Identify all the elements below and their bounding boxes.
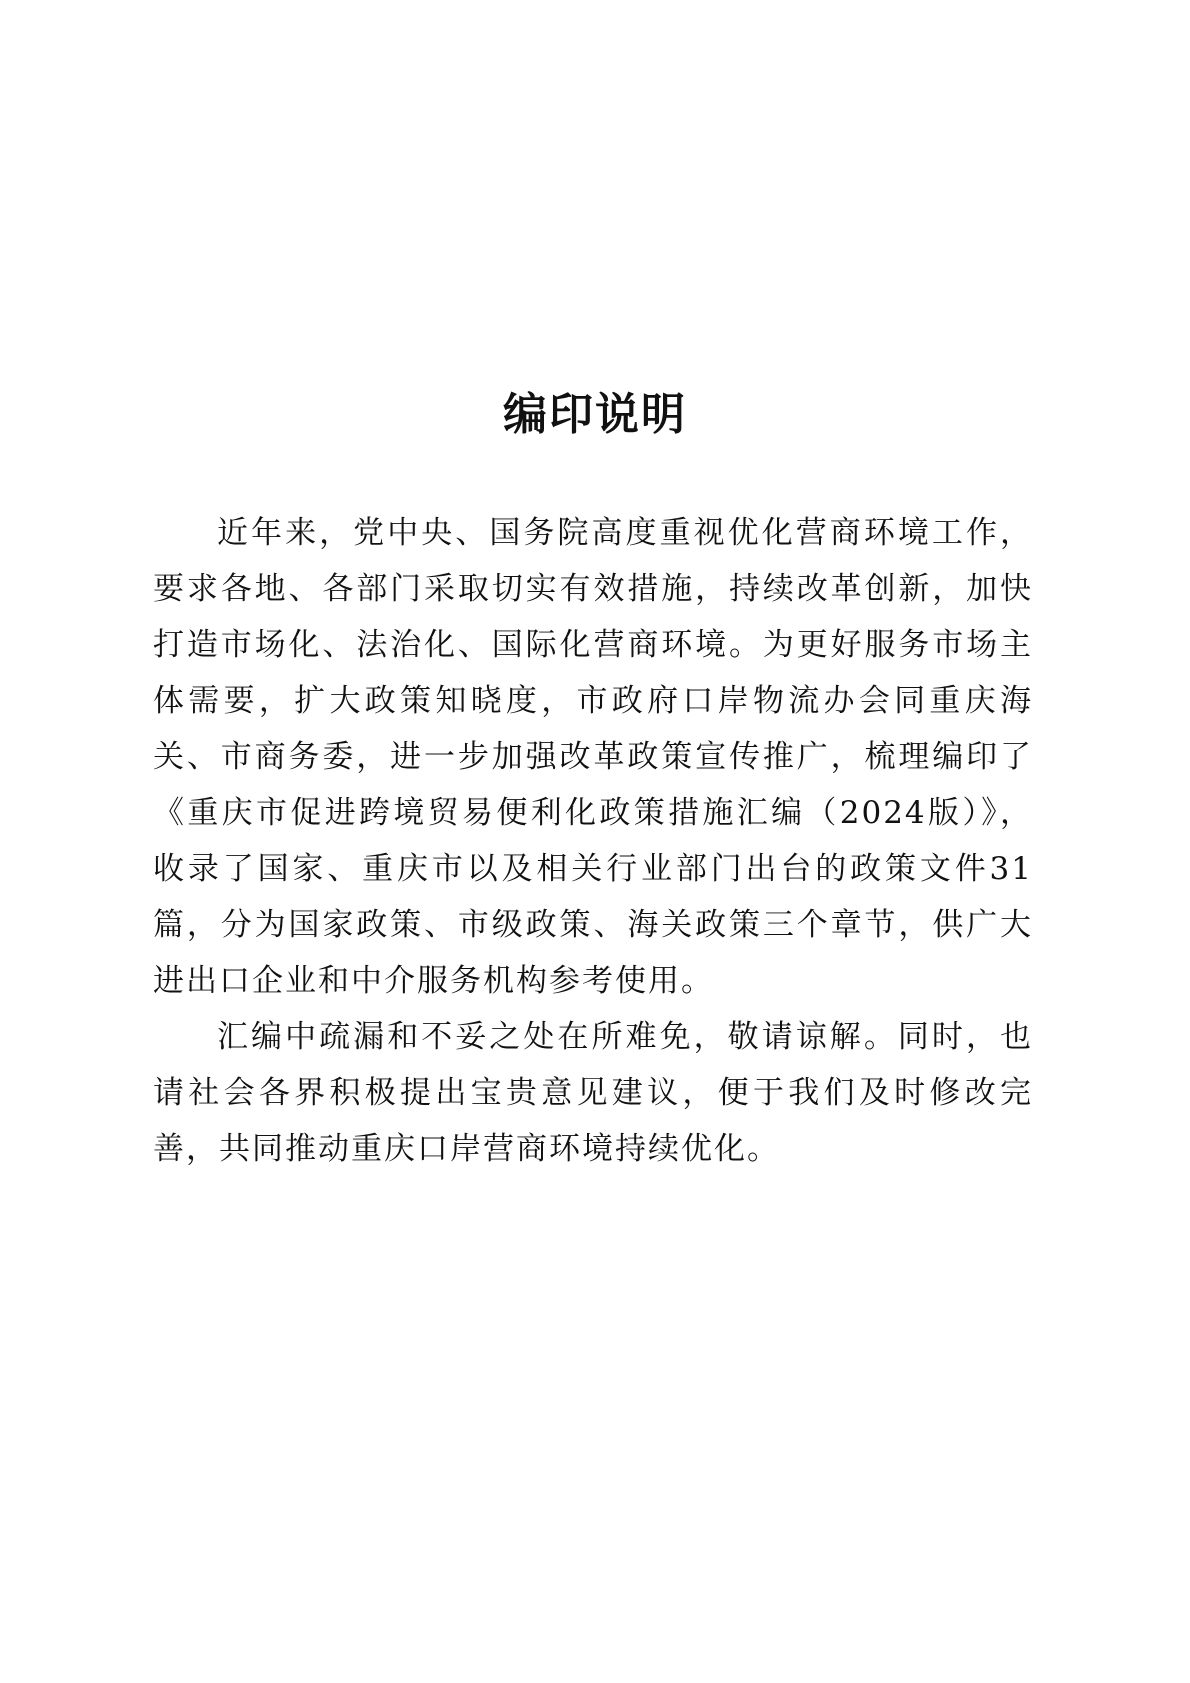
- paragraph: 近年来，党中央、国务院高度重视优化营商环境工作，要求各地、各部门采取切实有效措施，持续改革创新，加快打造市场化、法治化、国际化营商环境。为更好服务市场主体需要，扩大政策知晓度，市政府口岸物流办会同重庆海关、市商务委，进一步加强改革政策宣传推广，梳理编印了《重庆市促进跨境贸易便利化政策措施汇编（2024版）》，收录了国家、重庆市以及相关行业部门出台的政策文件31篇，分为国家政策、市级政策、海关政策三个章节，供广大进出口企业和中介服务机构参考使用。: [153, 515, 1033, 999]
- paragraph: 汇编中疏漏和不妥之处在所难免，敬请谅解。同时，也请社会各界积极提出宝贵意见建议，便于我们及时修改完善，共同推动重庆口岸营商环境持续优化。: [153, 1019, 1033, 1167]
- page-title: 编印说明: [503, 389, 687, 440]
- body-text: [153, 505, 1033, 1177]
